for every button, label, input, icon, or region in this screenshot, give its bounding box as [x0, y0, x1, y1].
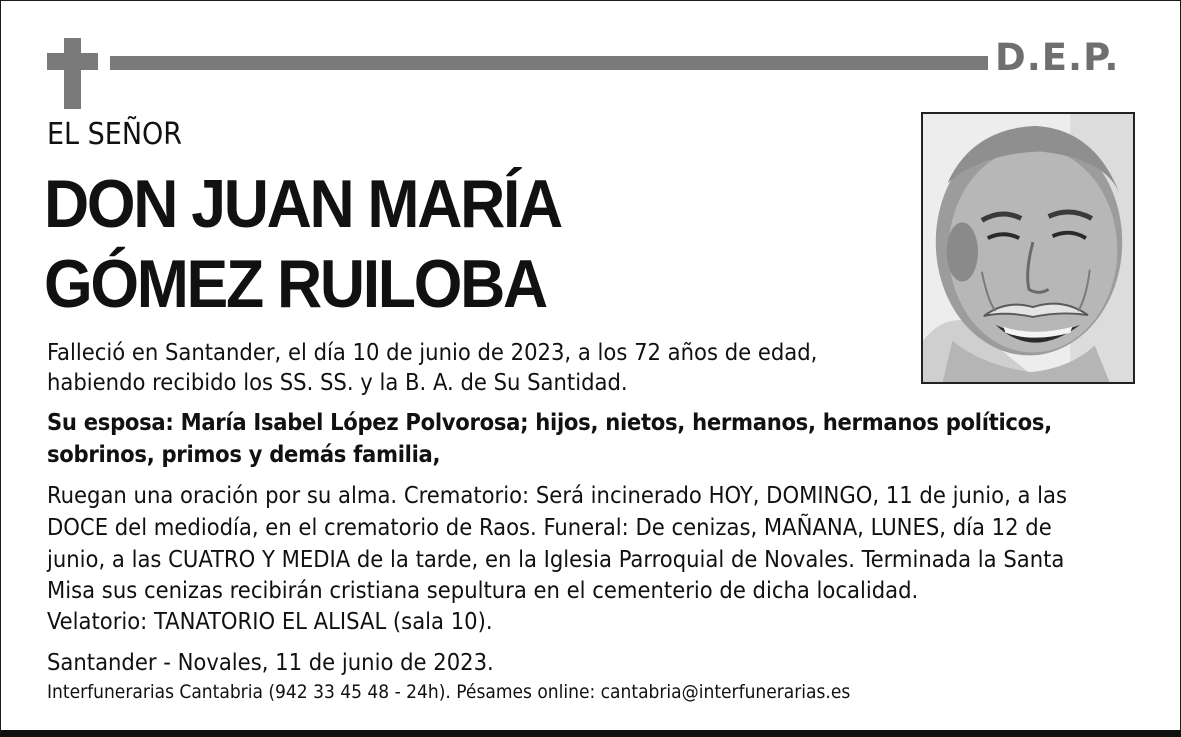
- funeral-home-contact: Interfunerarias Cantabria (942 33 45 48 - 24h). Pésames online: cantabria@interfunerarias.es: [47, 681, 851, 703]
- family-line-2: sobrinos, primos y demás familia,: [47, 440, 441, 468]
- service-line-4: Misa sus cenizas recibirán cristiana sepultura en el cementerio de dicha localidad.: [47, 576, 919, 604]
- death-notice-line-1: Falleció en Santander, el día 10 de junio de 2023, a los 72 años de edad,: [47, 338, 818, 366]
- deceased-name-line-1: DON JUAN MARÍA: [44, 166, 561, 242]
- place-and-date: Santander - Novales, 11 de junio de 2023.: [47, 648, 494, 676]
- dep-label: D.E.P.: [995, 36, 1120, 79]
- service-line-3: junio, a las CUATRO Y MEDIA de la tarde, en la Iglesia Parroquial de Novales. Terminada la Santa: [47, 545, 1065, 573]
- cross-vertical-bar: [64, 38, 81, 109]
- cross-horizontal-bar: [47, 53, 98, 70]
- wake-line: Velatorio: TANATORIO EL ALISAL (sala 10).: [47, 607, 493, 635]
- deceased-name-line-2: GÓMEZ RUILOBA: [44, 246, 546, 322]
- honorific: EL SEÑOR: [47, 117, 183, 152]
- portrait-photo: [921, 112, 1135, 384]
- service-line-2: DOCE del mediodía, en el crematorio de Raos. Funeral: De cenizas, MAÑANA, LUNES, día 12 de: [47, 513, 1052, 541]
- header-rule: [110, 56, 988, 70]
- service-line-1: Ruegan una oración por su alma. Crematorio: Será incinerado HOY, DOMINGO, 11 de junio, a las: [47, 481, 1068, 509]
- death-notice-line-2: habiendo recibido los SS. SS. y la B. A. de Su Santidad.: [47, 368, 628, 396]
- portrait-illustration: [923, 114, 1133, 382]
- family-line-1: Su esposa: María Isabel López Polvorosa; hijos, nietos, hermanos, hermanos políticos,: [47, 408, 1052, 436]
